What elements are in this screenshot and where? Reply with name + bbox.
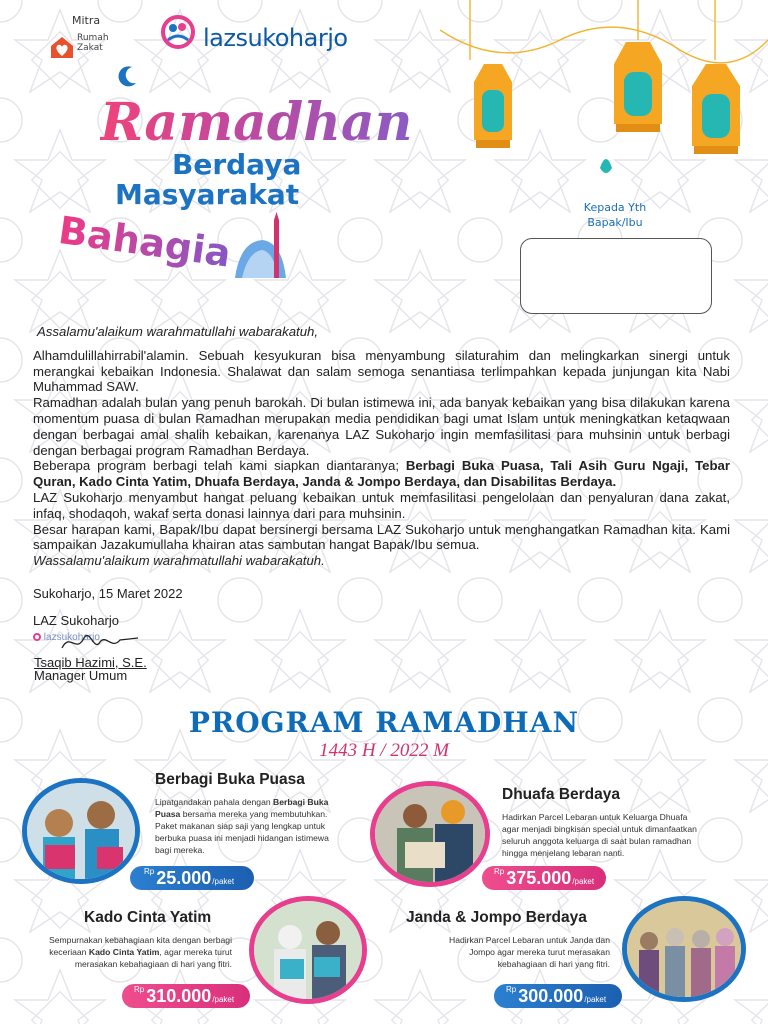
letter-paragraph-1: Alhamdulillahirrabil'alamin. Sebuah kesyukuran bisa menyambung silaturahim dan melingkarkan sinergi untuk merangkai kebaikan Indonesia. Shalawat dan salam semoga senantiasa terlimpahkan kepada junjungan kita Nabi Muhammad SAW.	[33, 347, 730, 395]
theme-title-masyarakat: Masyarakat	[115, 178, 300, 211]
recipient-label: Kepada Yth Bapak/Ibu	[583, 201, 647, 229]
program-subtitle: 1443 H / 2022 M	[319, 740, 449, 761]
signer-role: Manager Umum	[34, 668, 128, 683]
card-desc-kado-cinta-yatim: Sempurnakan kebahagiaan kita dengan berbagi keceriaan Kado Cinta Yatim, agar mereka turut merasakan kebahagiaan di hari yang fitri.	[49, 935, 232, 969]
photo-dhuafa-berdaya	[370, 781, 490, 887]
card-title-kado-cinta-yatim: Kado Cinta Yatim	[84, 909, 212, 926]
letter-paragraph-4: LAZ Sukoharjo menyambut hangat peluang kebaikan untuk memfasilitasi pengelolaan dan penyaluran dana zakat, infaq, shodaqoh, wakaf serta donasi lainnya dari para muhsinin.	[33, 489, 730, 521]
letter-date: Sukoharjo, 15 Maret 2022	[33, 586, 183, 601]
photo-janda-jompo-berdaya	[622, 896, 746, 1002]
letter-closing: Wassalamu'alaikum warahmatullahi wabarakatuh.	[33, 553, 325, 569]
elderly-photo-icon	[627, 901, 741, 997]
signature	[60, 628, 140, 656]
photo-berbagi-buka-puasa	[22, 778, 140, 884]
letter-body	[33, 324, 730, 569]
children-photo-icon	[27, 783, 135, 879]
theme-title-bahagia: Bahagia	[55, 208, 234, 276]
letter-paragraph-2: Ramadhan adalah bulan yang penuh barokah. Di bulan istimewa ini, ada banyak kebaikan yang bisa dilakukan karena momentum puasa di bulan Ramadhan merupakan media pendidikan bagi umat Islam untuk meningkatkan ketaqwaan dengan berbagai amal shalih kebaikan, karenanya LAZ Sukoharjo ingin memfasilitasi para muhsinin untuk berbagi dengan berbagai program Ramadhan Berdaya.	[33, 395, 730, 458]
stamp-logo: lazsukoharjo	[33, 632, 100, 643]
letter-org: LAZ Sukoharjo	[33, 613, 119, 628]
theme-title-berdaya: Berdaya	[172, 148, 302, 181]
price-badge-janda-jompo-berdaya: Rp 300.000 /paket	[494, 984, 622, 1008]
letter-opening: Assalamu'alaikum warahmatullahi wabarakatuh,	[37, 324, 319, 339]
price-badge-kado-cinta-yatim: Rp 310.000 /paket	[122, 984, 250, 1008]
crescent-icon	[116, 64, 140, 88]
card-title-berbagi-buka-puasa: Berbagi Buka Puasa	[155, 771, 305, 788]
card-title-janda-jompo-berdaya: Janda & Jompo Berdaya	[406, 909, 587, 926]
rumah-zakat-logo-icon	[48, 34, 76, 60]
price-badge-berbagi-buka-puasa: Rp 25.000 /paket	[130, 866, 254, 890]
price-badge-dhuafa-berdaya: Rp 375.000 /paket	[482, 866, 606, 890]
orphans-photo-icon	[254, 901, 362, 999]
brand-name: lazsukoharjo	[203, 24, 348, 52]
mosque-icon	[230, 212, 290, 282]
theme-title-ramadhan: Ramadhan	[100, 92, 413, 153]
photo-kado-cinta-yatim	[249, 896, 367, 1004]
letter-paragraph-3: Beberapa program berbagi telah kami siapkan diantaranya; Berbagi Buka Puasa, Tali Asih Guru Ngaji, Tebar Quran, Kado Cinta Yatim, Dhuafa Berdaya, Janda & Jompo Berdaya, dan Disabilitas Berdaya.	[33, 458, 730, 490]
card-title-dhuafa-berdaya: Dhuafa Berdaya	[502, 786, 621, 803]
program-title: PROGRAM RAMADHAN	[188, 706, 580, 739]
mitra-label: Mitra	[72, 14, 101, 27]
card-desc-dhuafa-berdaya: Hadirkan Parcel Lebaran untuk Keluarga Dhuafa agar menjadi bingkisan special untuk dimanfaatkan seluruh anggota keluarga di saat bulan ramadhan hingga menjelang lebaran nanti.	[502, 812, 697, 858]
lanterns-decoration	[440, 0, 768, 200]
card-desc-berbagi-buka-puasa: Lipatgandakan pahala dengan Berbagi Buka Puasa bersama mereka yang membutuhkan. Paket makanan siap saji yang lengkap untuk berbuka puasa ini menjadi hidangan istimewa bagi mereka.	[155, 797, 329, 855]
letter-paragraph-5: Besar harapan kami, Bapak/Ibu dapat bersinergi bersama LAZ Sukoharjo untuk menghangatkan Ramadhan kita. Kami sampaikan Jazakumullaha khairan atas sambutan hangat Bapak/Ibu semua.	[33, 521, 730, 553]
dhuafa-photo-icon	[375, 786, 485, 882]
recipient-address-box	[520, 238, 712, 314]
card-desc-janda-jompo-berdaya: Hadirkan Parcel Lebaran untuk Janda dan Jompo agar mereka turut merasakan kebahagiaan di hari yang fitri.	[448, 935, 610, 969]
laz-sukoharjo-logo-icon	[160, 14, 196, 50]
signer-name: Tsaqib Hazimi, S.E.	[34, 655, 147, 670]
rumah-zakat-name: Rumah Zakat	[77, 33, 109, 53]
